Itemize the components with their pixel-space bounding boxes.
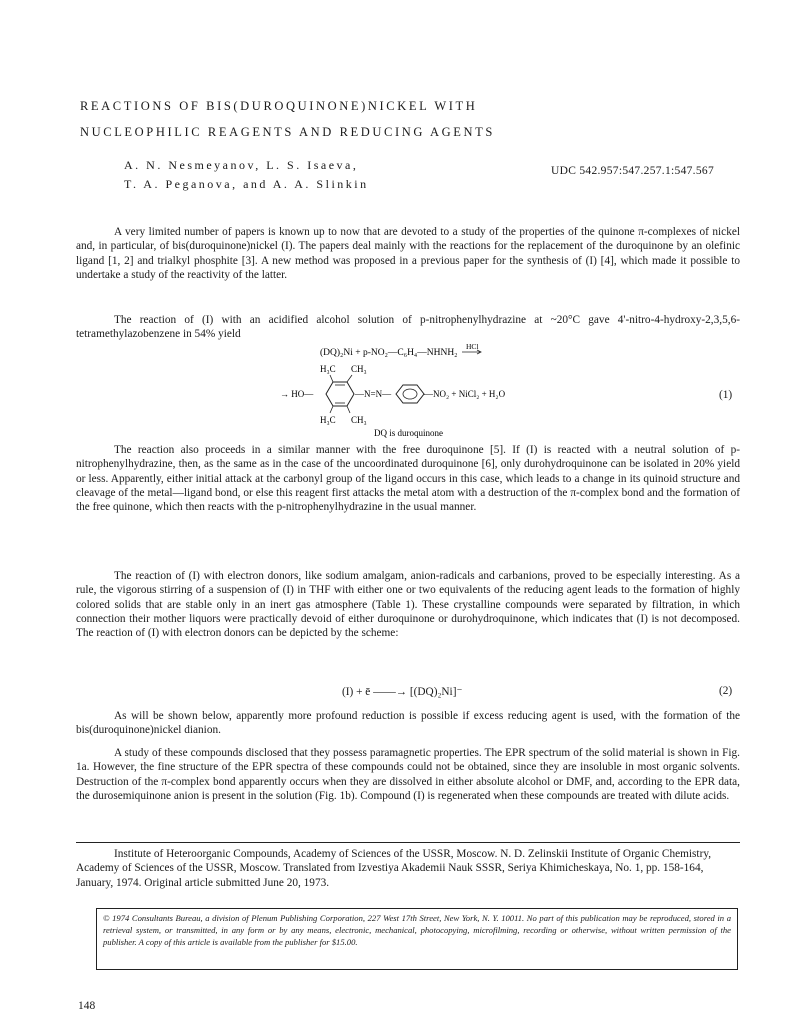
- structure-diagram: [280, 343, 580, 443]
- article-title-line-2: NUCLEOPHILIC REAGENTS AND REDUCING AGENTS: [80, 125, 495, 139]
- eq1-reactants: (DQ)₂Ni + p-NO₂—C₆H₄—NHNH₂: [320, 348, 458, 358]
- eq1-methyl-top-right: CH₃: [351, 364, 367, 374]
- authors-line-2: T. A. Peganova, and A. A. Slinkin: [124, 177, 369, 191]
- durene-ring: [326, 382, 354, 406]
- eq1-dq-note: DQ is duroquinone: [374, 428, 443, 438]
- paragraph-electron-donors: The reaction of (I) with electron donors, like sodium amalgam, anion-radicals and carbanions, proved to be especially interesting. As a rule, the vigorous stirring of a suspension of (I) in THF with either one or two equivalents of the reducing agent leads to the formation of highly colored solids that are stable only in an inert gas atmosphere (Table 1). These crystalline compounds were separated by filtration, in which connection their mother liquors were practically devoid of either duroquinone or durohydroquinone, which indicates that (I) is not decomposed. The reaction of (I) with electron donors can be depicted by the scheme:: [76, 570, 740, 640]
- nitrophenyl-ring: [396, 385, 424, 403]
- authors-line-1: A. N. Nesmeyanov, L. S. Isaeva,: [124, 158, 359, 172]
- paragraph-reaction-hydrazine: The reaction of (I) with an acidified alcohol solution of p-nitrophenylhydrazine at ~20°C gave 4'-nitro-4-hydroxy-2,3,5,6-tetramethylazobenzene in 54% yield: [76, 314, 740, 341]
- page-number: 148: [78, 1000, 96, 1012]
- udc-code: UDC 542.957:547.257.1:547.567: [551, 165, 714, 177]
- article-title-line-1: REACTIONS OF BIS(DUROQUINONE)NICKEL WITH: [80, 99, 478, 113]
- affiliation-footnote: Institute of Heteroorganic Compounds, Academy of Sciences of the USSR, Moscow. N. D. Zelinskii Institute of Organic Chemistry, Academy of Sciences of the USSR, Moscow. Translated from Izvestiya Akademii Nauk SSSR, Seriya Khimicheskaya, No. 1, pp. 158-164, January, 1974. Original article submitted June 20, 1973.: [76, 848, 712, 889]
- eq1-azo-group: —N=N—: [355, 389, 392, 399]
- paragraph-dianion: As will be shown below, apparently more profound reduction is possible if excess reducing agent is used, with the formation of the bis(duroquinone)nickel dianion.: [76, 710, 740, 737]
- eq1-methyl-bottom-right: CH₃: [351, 415, 367, 425]
- eq1-products: —NO₂ + NiCl₂ + H₂O: [424, 389, 506, 399]
- paragraph-neutral-hydrazine: The reaction also proceeds in a similar manner with the free duroquinone [5]. If (I) is reacted with a neutral solution of p-nitrophenylhydrazine, then, as the same as in the case of the uncoordinated duroquinone [6], only durohydroquinone can be isolated in 20% yield or less. Apparently, either initial attack at the carbonyl group of the ligand occurs in this case, which leads to a change in its quinoid structure and cleavage of the metal—ligand bond, or else this reagent first attacks the metal atom with a destruction of the π-complex bond and the formation of the free quinone, which then reacts with the p-nitrophenylhydrazine in the usual manner.: [76, 444, 740, 514]
- equation-2: (I) + ē ——→ [(DQ)₂Ni]⁻: [342, 686, 463, 698]
- equation-1-number: (1): [719, 389, 733, 401]
- eq1-catalyst: HCl: [466, 343, 479, 351]
- equation-1-scheme: [280, 343, 580, 443]
- paragraph-intro: A very limited number of papers is known up to now that are devoted to a study of the properties of the quinone π-complexes of nickel and, in particular, of bis(duroquinone)nickel (I). The papers deal mainly with the reactions for the replacement of the duroquinone by an olefinic ligand [1, 2] and trialkyl phosphite [3]. A new method was proposed in a previous paper for the synthesis of (I) [4], which made it possible to undertake a study of the reactivity of the latter.: [76, 226, 740, 281]
- eq1-methyl-bottom-left: H₃C: [320, 415, 336, 425]
- eq1-hydroxy: → HO—: [280, 389, 314, 399]
- footnote-separator: [76, 842, 740, 843]
- equation-2-number: (2): [719, 685, 733, 697]
- copyright-notice: © 1974 Consultants Bureau, a division of Plenum Publishing Corporation, 227 West 17th Street, New York, N. Y. 10011. No part of this publication may be reproduced, stored in a retrieval system, or transmitted, in any form or by any means, electronic, mechanical, photocopying, microfilming, recording or otherwise, without written permission of the publisher. A copy of this article is available from the publisher for $15.00.: [96, 908, 738, 970]
- paragraph-epr: A study of these compounds disclosed that they possess paramagnetic properties. The EPR spectrum of the solid material is shown in Fig. 1a. However, the fine structure of the EPR spectra of these compounds could not be obtained, since they are insoluble in most organic solvents. Destruction of the π-complex bond apparently occurs when they are dissolved in either absolute alcohol or DMF, and, according to the EPR data, the durosemiquinone anion is present in the solution (Fig. 1b). Compound (I) is regenerated when these compounds are treated with dilute acids.: [76, 747, 740, 802]
- eq1-methyl-top-left: H₃C: [320, 364, 336, 374]
